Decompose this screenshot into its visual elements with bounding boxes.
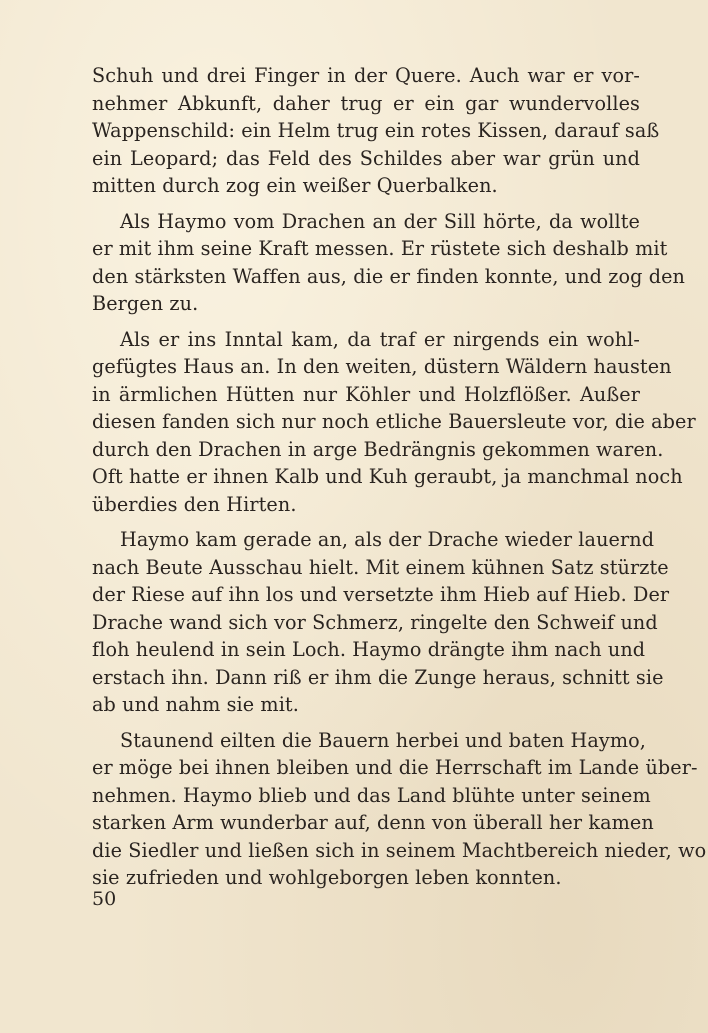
paragraph-2 (92, 208, 685, 318)
text-line: gefügtes Haus an. In den weiten, düstern Wäldern hausten (92, 355, 672, 378)
text-line: Als Haymo vom Drachen an der Sill hörte, da wollte (120, 209, 640, 233)
text-line: floh heulend in sein Loch. Haymo drängte ihm nach und (92, 638, 646, 661)
text-line: starken Arm wunderbar auf, denn von überall her kamen (92, 811, 654, 834)
text-line: Oft hatte er ihnen Kalb und Kuh geraubt, ja manchmal noch (92, 465, 683, 488)
text-line: Drache wand sich vor Schmerz, ringelte den Schweif und (92, 610, 658, 634)
text-line: ein Leopard; das Feld des Schildes aber war grün und (92, 146, 640, 170)
text-line: durch den Drachen in arge Bedrängnis gekommen waren. (92, 437, 664, 461)
text-line: er mit ihm seine Kraft messen. Er rüstete sich deshalb mit (92, 237, 668, 260)
text-line: Als er ins Inntal kam, da traf er nirgends ein wohl- (120, 327, 640, 351)
page-text (92, 62, 707, 900)
text-line: mitten durch zog ein weißer Querbalken. (92, 174, 498, 197)
paragraph-1 (92, 62, 660, 200)
paragraph-4 (92, 526, 670, 719)
text-line: Wappenschild: ein Helm trug ein rotes Kissen, darauf saß (92, 119, 660, 142)
text-line: er möge bei ihnen bleiben und die Herrschaft im Lande über- (92, 756, 698, 779)
text-line: Schuh und drei Finger in der Quere. Auch war er vor- (92, 64, 640, 87)
text-line: Bergen zu. (92, 292, 199, 315)
text-line: erstach ihn. Dann riß er ihm die Zunge heraus, schnitt sie (92, 665, 664, 689)
text-line: in ärmlichen Hütten nur Köhler und Holzflößer. Außer (92, 382, 640, 406)
paragraph-3 (92, 326, 696, 519)
paragraph-5 (92, 727, 707, 892)
text-line: nach Beute Ausschau hielt. Mit einem kühnen Satz stürzte (92, 555, 669, 579)
page-number: 50 (92, 888, 117, 910)
text-line: den stärksten Waffen aus, die er finden konnte, und zog den (92, 264, 685, 288)
text-line: nehmer Abkunft, daher trug er ein gar wundervolles (92, 91, 640, 115)
text-line: ab und nahm sie mit. (92, 693, 299, 716)
text-line: der Riese auf ihn los und versetzte ihm Hieb auf Hieb. Der (92, 583, 670, 606)
text-line: die Siedler und ließen sich in seinem Machtbereich nieder, wo (92, 838, 707, 862)
text-line: Haymo kam gerade an, als der Drache wieder lauernd (120, 528, 655, 551)
text-line: Staunend eilten die Bauern herbei und baten Haymo, (120, 728, 646, 752)
text-line: überdies den Hirten. (92, 492, 297, 516)
text-line: sie zufrieden und wohlgeborgen leben konnten. (92, 866, 562, 889)
text-line: diesen fanden sich nur noch etliche Bauersleute vor, die aber (92, 410, 696, 433)
text-line: nehmen. Haymo blieb und das Land blühte unter seinem (92, 783, 651, 807)
